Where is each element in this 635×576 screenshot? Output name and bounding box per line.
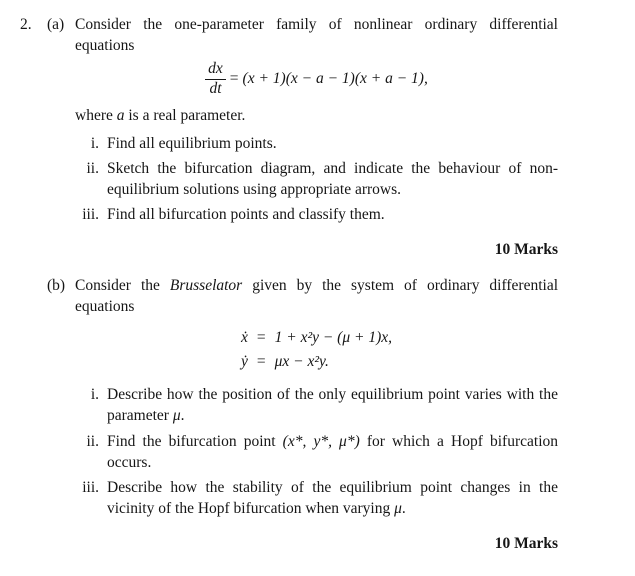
item-label: ii.	[86, 432, 99, 450]
item-text: Sketch the bifurcation diagram, and indicate the behaviour of non-equilibrium solutions using appropriate arrows.	[107, 159, 558, 198]
part-b-body	[75, 275, 558, 554]
equation-2-rhs: μx − x²y.	[274, 353, 329, 371]
part-b-marks: 10 Marks	[494, 534, 558, 552]
part-a-intro-text: Consider the one-parameter family of nonlinear ordinary differential equations	[75, 16, 558, 55]
part-a-marks: 10 Marks	[494, 241, 558, 259]
part-a-body	[75, 14, 558, 260]
part-a-items	[75, 133, 558, 225]
brusselator-emphasis: Brusselator	[169, 277, 243, 295]
part-a-label: (a)	[47, 16, 65, 33]
item-text-pre: Find the bifurcation point	[107, 432, 283, 450]
item-math: μ	[394, 499, 402, 517]
part-b-item-iii	[75, 477, 558, 519]
part-a-item-ii	[75, 158, 558, 200]
part-b-equation-system	[75, 327, 558, 372]
item-math: μ	[172, 407, 181, 425]
item-text-post: .	[180, 407, 185, 425]
part-b-label: (b)	[47, 277, 66, 295]
part-b-intro-post: given by the system of ordinary differential equations	[75, 277, 559, 316]
item-text-post: .	[401, 499, 406, 517]
item-text-pre: Describe how the stability of the equilibrium point changes in the vicinity of the Hopf bifurcation when varying	[107, 478, 558, 517]
item-label: iii.	[82, 205, 99, 223]
equation-1-equals: =	[256, 329, 266, 347]
item-label: iii.	[82, 478, 99, 496]
item-text-post: for which a Hopf bifurcation occurs.	[107, 432, 558, 471]
part-b-items	[75, 384, 558, 518]
question-number: 2.	[20, 16, 32, 33]
where-post: is a real parameter.	[124, 106, 246, 124]
equation-1-rhs: 1 + x²y − (μ + 1)x,	[274, 329, 393, 347]
part-a-where-line	[75, 105, 558, 126]
question-body	[47, 14, 558, 554]
item-text: Find all equilibrium points.	[107, 134, 277, 152]
part-a	[47, 14, 558, 260]
where-parameter: a	[116, 106, 125, 124]
part-b-item-i	[75, 384, 558, 426]
item-math: (x*, y*, μ*)	[282, 432, 360, 450]
part-a-equation-rhs: (x + 1)(x − a − 1)(x + a − 1),	[242, 70, 428, 88]
aligned-equations	[241, 327, 392, 372]
item-text	[107, 384, 558, 426]
fraction-numerator: dx	[205, 61, 226, 80]
equation-1-lhs: ẋ	[240, 329, 248, 347]
item-label: i.	[90, 386, 99, 404]
fraction-dx-dt	[205, 61, 226, 97]
part-b-item-ii	[75, 431, 558, 473]
item-text	[107, 431, 558, 473]
item-label: ii.	[86, 159, 99, 177]
part-a-intro	[75, 14, 558, 56]
question-2	[20, 14, 558, 554]
item-text-pre: Describe how the position of the only equilibrium point varies with the parameter	[107, 386, 558, 425]
equals-sign: =	[229, 70, 239, 88]
equation-2-lhs: ẏ	[240, 353, 248, 371]
fraction-denominator: dt	[209, 79, 222, 97]
part-b-intro-pre: Consider the	[75, 277, 170, 295]
item-label: i.	[90, 134, 99, 152]
item-text: Find all bifurcation points and classify them.	[107, 205, 385, 223]
part-b-intro	[75, 275, 558, 317]
part-b	[47, 275, 558, 554]
part-a-item-i	[75, 133, 558, 154]
equation-2-equals: =	[256, 353, 266, 371]
where-pre: where	[75, 106, 117, 124]
item-text	[107, 477, 558, 519]
part-a-item-iii	[75, 204, 558, 225]
part-a-equation	[75, 61, 558, 97]
